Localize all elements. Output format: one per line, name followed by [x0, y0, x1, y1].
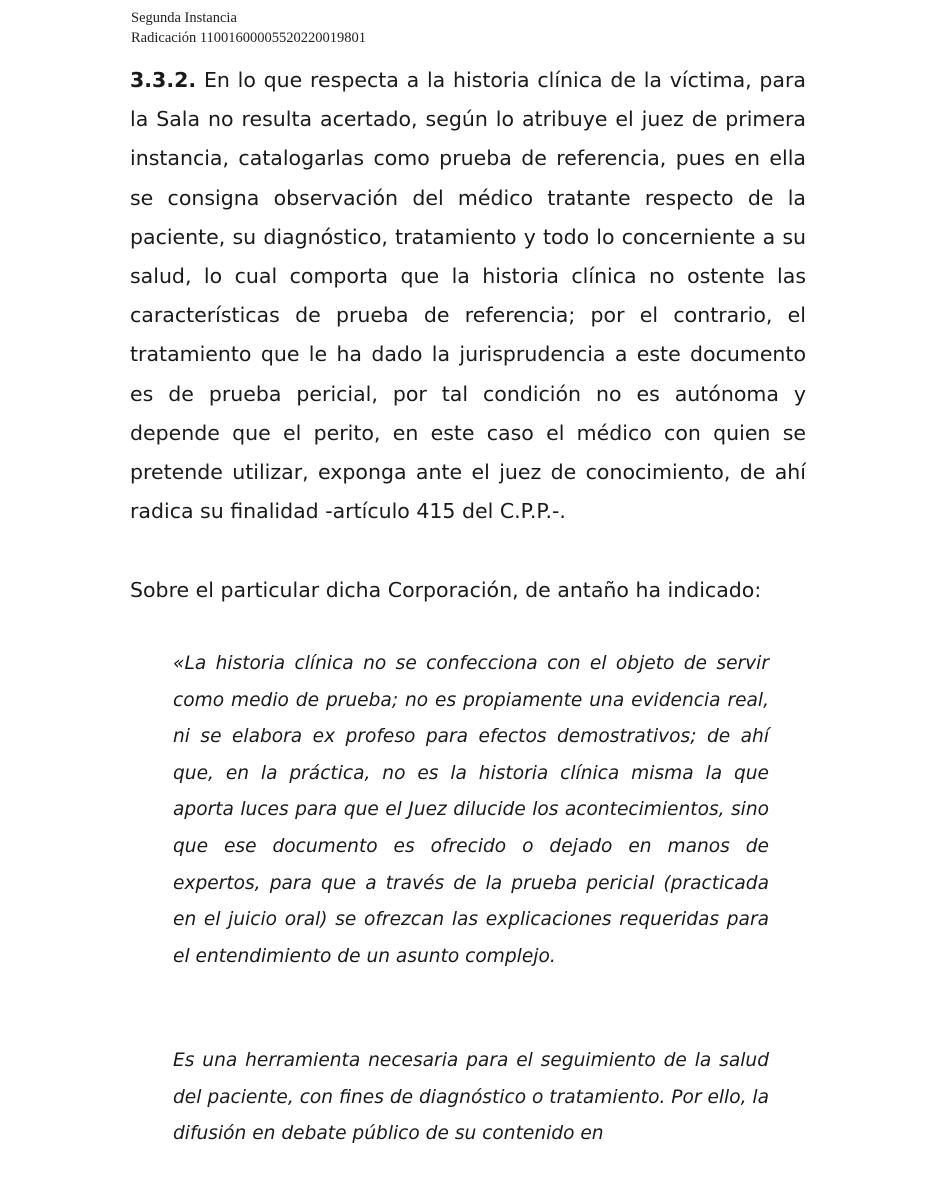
header-instance: Segunda Instancia [131, 10, 237, 26]
section-text: En lo que respecta a la historia clínica de la víctima, para la Sala no resulta acertado, según lo atribuye el juez de primera instancia, catalogarlas como prueba de referencia, pues en ella se consigna observación del médico tratante respecto de la paciente, su diagnóstico, tratamiento y todo lo concerniente a su salud, lo cual comporta que la historia clínica no ostente las características de prueba de referencia; por el contrario, el tratamiento que le ha dado la jurisprudencia a este documento es de prueba pericial, por tal condición no es autónoma y depende que el perito, en este caso el médico con quien se pretende utilizar, exponga ante el juez de conocimiento, de ahí radica su finalidad -artículo 415 del C.P.P.-. [130, 68, 806, 524]
quote-paragraph-1: «La historia clínica no se confecciona con el objeto de servir como medio de prueba; no es propiamente una evidencia real, ni se elabora ex profeso para efectos demostrativos; de ahí que, en la práctica, no es la historia clínica misma la que aporta luces para que el Juez dilucide los acontecimientos, sino que ese documento es ofrecido o dejado en manos de expertos, para que a través de la prueba pericial (practicada en el juicio oral) se ofrezcan las explicaciones requeridas para el entendimiento de un asunto complejo. [173, 653, 769, 967]
page-header [131, 8, 366, 48]
section-paragraph [130, 61, 806, 531]
header-radicacion: Radicación 11001600005520220019801 [131, 30, 367, 46]
quote-intro: Sobre el particular dicha Corporación, de antaño ha indicado: [130, 578, 762, 602]
section-number: 3.3.2. [130, 68, 197, 92]
quote-paragraph-2: Es una herramienta necesaria para el seguimiento de la salud del paciente, con fines de diagnóstico o tratamiento. Por ello, la difusión en debate público de su contenido en [173, 1050, 769, 1145]
